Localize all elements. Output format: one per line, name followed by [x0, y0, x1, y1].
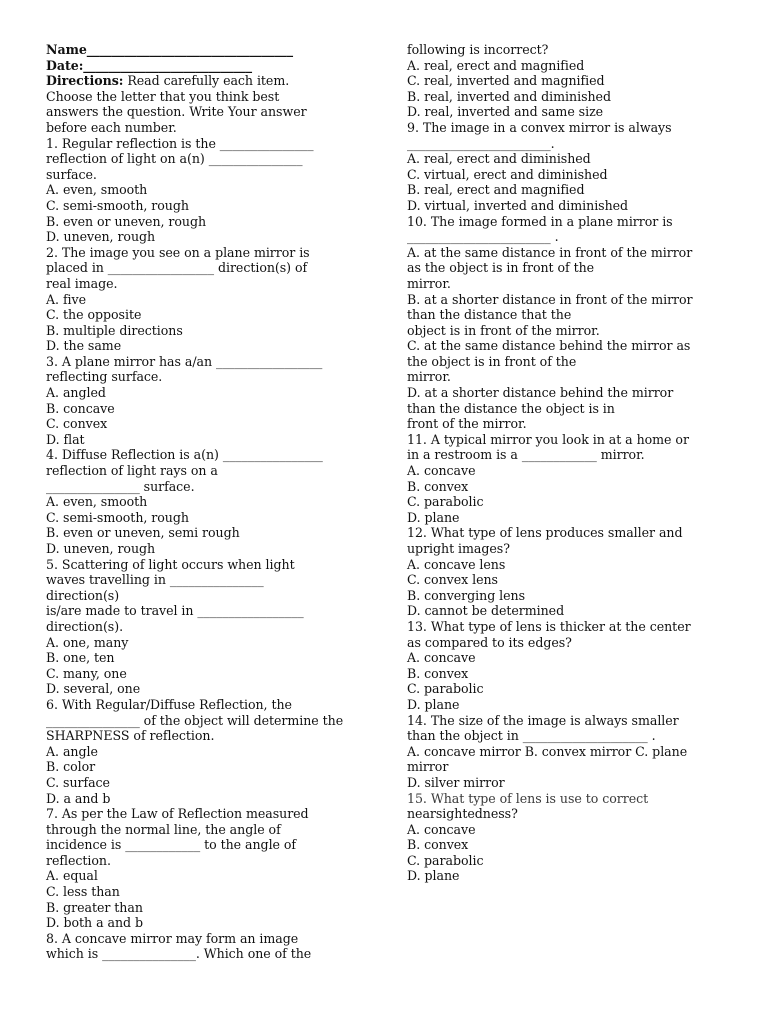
- q12-cont: upright images?: [407, 541, 510, 556]
- q10: 10. The image formed in a plane mirror is: [407, 213, 673, 229]
- q10-option: C. at the same distance behind the mirror as: [407, 338, 691, 354]
- q3-option: C. convex: [46, 416, 108, 432]
- q13-option: A. concave: [407, 650, 476, 666]
- q8-option: B. real, inverted and diminished: [407, 88, 611, 104]
- q2-option: D. the same: [46, 338, 122, 354]
- right-column: [407, 42, 732, 884]
- q8-option: D. real, inverted and same size: [407, 104, 604, 120]
- q1-option: A. even, smooth: [46, 182, 148, 198]
- q8-option: A. real, erect and magnified: [407, 57, 585, 73]
- q9-option: D. virtual, inverted and diminished: [407, 197, 629, 213]
- q7-option: C. less than: [46, 884, 120, 900]
- q10-option-cont: front of the mirror.: [407, 416, 527, 432]
- q4-option: A. even, smooth: [46, 494, 148, 510]
- q10-option: B. at a shorter distance in front of the mirror: [407, 291, 693, 307]
- directions-cont: Choose the letter that you think best: [46, 88, 280, 104]
- q1-option: D. uneven, rough: [46, 229, 156, 245]
- header-name: Name_________________________________: [46, 42, 293, 57]
- q9-option: A. real, erect and diminished: [407, 151, 591, 167]
- q9: 9. The image in a convex mirror is always: [407, 119, 672, 135]
- q11-option: A. concave: [407, 463, 476, 479]
- q15: 15. What type of lens is use to correct: [407, 790, 649, 806]
- q1-cont: reflection of light on a(n) _______________: [46, 151, 303, 167]
- q3-option: B. concave: [46, 400, 115, 416]
- q7-option: D. both a and b: [46, 915, 143, 931]
- q13: 13. What type of lens is thicker at the center: [407, 618, 691, 634]
- q7-option: A. equal: [46, 868, 98, 884]
- q5-option: B. one, ten: [46, 650, 115, 666]
- q12-option: B. converging lens: [407, 587, 526, 603]
- q1-option: C. semi-smooth, rough: [46, 197, 189, 213]
- q6-option: B. color: [46, 759, 96, 775]
- q10-option: A. at the same distance in front of the mirror: [407, 244, 693, 260]
- q9-option: B. real, erect and magnified: [407, 182, 585, 198]
- q2-cont: real image.: [46, 275, 118, 291]
- q8-cont: following is incorrect?: [407, 42, 549, 57]
- q11-option: B. convex: [407, 478, 469, 494]
- q4-option: D. uneven, rough: [46, 541, 156, 556]
- q1: 1. Regular reflection is the _______________: [46, 135, 314, 151]
- q7: 7. As per the Law of Reflection measured: [46, 806, 309, 822]
- q13-option: B. convex: [407, 665, 469, 681]
- q10-option-cont: mirror.: [407, 369, 451, 385]
- q10-option-cont: as the object is in front of the: [407, 260, 595, 276]
- q6: 6. With Regular/Diffuse Reflection, the: [46, 696, 292, 712]
- q3-option: D. flat: [46, 431, 85, 447]
- q11-option: D. plane: [407, 509, 460, 525]
- q10-option-cont: than the distance that the: [407, 307, 572, 323]
- q5-cont: waves travelling in _______________: [46, 572, 264, 588]
- q5-option: C. many, one: [46, 665, 127, 681]
- q10-option-cont: the object is in front of the: [407, 353, 577, 369]
- q12: 12. What type of lens produces smaller and: [407, 525, 683, 541]
- q10-option-cont: than the distance the object is in: [407, 400, 615, 416]
- q11: 11. A typical mirror you look in at a home or: [407, 431, 689, 447]
- q4-cont: reflection of light rays on a: [46, 463, 218, 479]
- directions-cont: answers the question. Write Your answer: [46, 104, 307, 120]
- q6-option: C. surface: [46, 774, 110, 790]
- q12-option: A. concave lens: [407, 556, 506, 572]
- q5-cont: direction(s).: [46, 618, 124, 634]
- q8: 8. A concave mirror may form an image: [46, 930, 299, 946]
- q15-option: D. plane: [407, 868, 460, 884]
- directions-cont: before each number.: [46, 119, 177, 135]
- q5-option: D. several, one: [46, 681, 141, 697]
- directions: [46, 73, 364, 89]
- q6-cont: SHARPNESS of reflection.: [46, 728, 215, 744]
- header-date: Date:___________________________: [46, 57, 252, 73]
- q10-option: D. at a shorter distance behind the mirror: [407, 385, 674, 401]
- q5-cont: direction(s): [46, 587, 120, 603]
- q13-option: C. parabolic: [407, 681, 484, 697]
- q5-cont: is/are made to travel in _________________: [46, 603, 304, 619]
- q15-option: C. parabolic: [407, 852, 484, 868]
- q7-cont: incidence is ____________ to the angle of: [46, 837, 297, 853]
- q9-cont: _______________________.: [407, 135, 555, 151]
- q4: 4. Diffuse Reflection is a(n) ________________: [46, 447, 323, 463]
- q14: 14. The size of the image is always smaller: [407, 712, 679, 728]
- q15-option: A. concave: [407, 821, 476, 837]
- q2-option: C. the opposite: [46, 307, 142, 323]
- q10-cont: _______________________ .: [407, 229, 559, 245]
- q14-option-cont: mirror: [407, 759, 449, 775]
- q4-option: C. semi-smooth, rough: [46, 509, 189, 525]
- q13-option: D. plane: [407, 696, 460, 712]
- q14-option: A. concave mirror B. convex mirror C. plane: [407, 743, 688, 759]
- q2: 2. The image you see on a plane mirror is: [46, 244, 310, 260]
- q3-option: A. angled: [46, 385, 106, 401]
- q6-option: D. a and b: [46, 790, 111, 806]
- q15-cont: nearsightedness?: [407, 806, 518, 822]
- directions-text: Read carefully each item.: [123, 73, 290, 89]
- q14-option: D. silver mirror: [407, 774, 505, 790]
- q15-option: B. convex: [407, 837, 469, 853]
- q3-cont: reflecting surface.: [46, 369, 163, 385]
- q11-cont: in a restroom is a ____________ mirror.: [407, 447, 645, 463]
- q14-cont: than the object in ____________________ .: [407, 728, 656, 744]
- q1-cont: surface.: [46, 166, 97, 182]
- q10-option-cont: mirror.: [407, 275, 451, 291]
- directions-label: Directions:: [46, 73, 124, 89]
- q4-cont: _______________ surface.: [46, 478, 195, 494]
- left-column: [46, 42, 364, 962]
- q7-option: B. greater than: [46, 899, 143, 915]
- q10-option-cont: object is in front of the mirror.: [407, 322, 600, 338]
- q2-option: B. multiple directions: [46, 322, 183, 338]
- q2-cont: placed in _________________ direction(s) of: [46, 260, 308, 276]
- q8-cont: which is _______________. Which one of the: [46, 946, 312, 962]
- q13-cont: as compared to its edges?: [407, 634, 572, 650]
- q3: 3. A plane mirror has a/an _________________: [46, 353, 323, 369]
- q1-option: B. even or uneven, rough: [46, 213, 207, 229]
- q11-option: C. parabolic: [407, 494, 484, 510]
- q7-cont: reflection.: [46, 852, 111, 868]
- q7-cont: through the normal line, the angle of: [46, 821, 281, 837]
- q12-option: D. cannot be determined: [407, 603, 565, 619]
- q8-option: C. real, inverted and magnified: [407, 73, 605, 89]
- q4-option: B. even or uneven, semi rough: [46, 525, 240, 541]
- q2-option: A. five: [46, 291, 87, 307]
- q9-option: C. virtual, erect and diminished: [407, 166, 608, 182]
- q5-option: A. one, many: [46, 634, 129, 650]
- q5: 5. Scattering of light occurs when light: [46, 556, 295, 572]
- q12-option: C. convex lens: [407, 572, 498, 588]
- q6-option: A. angle: [46, 743, 98, 759]
- q6-cont: _______________ of the object will determine the: [46, 712, 344, 728]
